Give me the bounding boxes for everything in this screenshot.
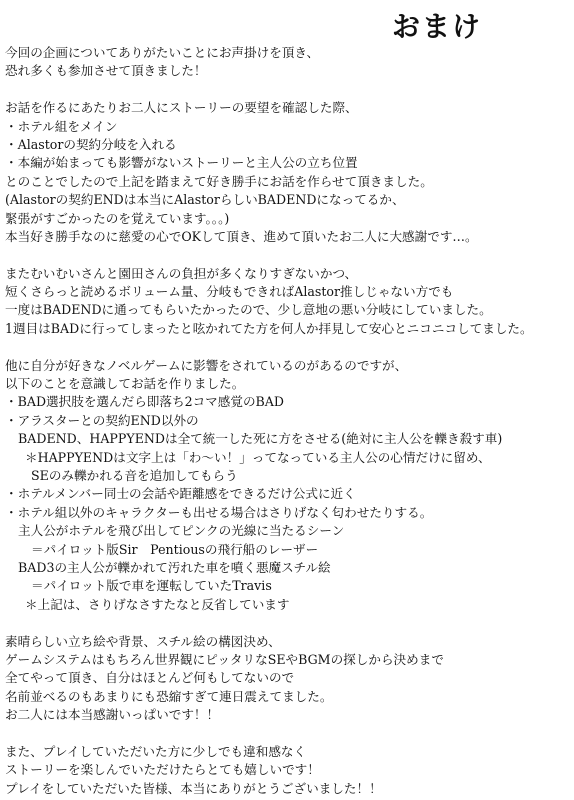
text-line: BADEND、HAPPYENDは全て統一した死に方をさせる(絶対に主人公を轢き殺す車) [18, 431, 503, 447]
text-line: 一度はBADENDに通ってもらいたかったので、少し意地の悪い分岐にしていました。 [5, 302, 492, 318]
paragraph [5, 99, 571, 246]
text-line: お話を作るにあたりお二人にストーリーの要望を確認した際、 [5, 100, 358, 116]
text-line: (Alastorの契約ENDは本当にAlastorらしいBADENDになってるか、 [5, 192, 405, 208]
text-line: ・アラスターとの契約END以外の [5, 412, 199, 428]
afterword-body [5, 44, 571, 798]
text-line: 他に自分が好きなノベルゲームに影響をされているのがあるのですが、 [5, 357, 408, 373]
paragraph-gap [5, 724, 571, 742]
text-line: ＊HAPPYENDは文字上は「わ～い！」ってなっている主人公の心情だけに留め、 [25, 449, 491, 465]
text-line: 名前並べるのもあまりにも恐縮すぎて連日震えてました。 [5, 688, 333, 704]
text-line: 1週目はBADに行ってしまったと呟かれてた方を何人か拝見して安心とニコニコしてました。 [5, 320, 533, 336]
text-line: ・BAD選択肢を選んだら即落ち2コマ感覚のBAD [5, 394, 284, 410]
paragraph [5, 743, 571, 798]
paragraph [5, 633, 571, 725]
text-line: 今回の企画についてありがたいことにお声掛けを頂き、 [5, 45, 320, 60]
text-line: またむいむいさんと園田さんの負担が多くなりすぎないかつ、 [5, 265, 358, 281]
text-line: 緊張がすごかったのを覚えています。。。) [5, 210, 230, 226]
text-line: ＝パイロット版で車を運転していたTravis [31, 578, 272, 594]
paragraph-gap [5, 246, 571, 264]
text-line: ＝パイロット版Sir Pentiousの飛行船のレーザー [31, 541, 319, 557]
text-line: SEのみ轢かれる音を追加してもらう [31, 467, 238, 483]
text-line: 主人公がホテルを飛び出してピンクの光線に当たるシーン [18, 523, 345, 539]
text-line: ・Alastorの契約分岐を入れる [5, 136, 177, 152]
text-line: ＊上記は、さりげなさすたなと反省しています [25, 596, 290, 612]
text-line: 素晴らしい立ち絵や背景、スチル絵の構図決め、 [5, 633, 281, 649]
text-line: 全てやって頂き、自分はほとんど何もしてないので [5, 670, 295, 686]
text-line: お二人には本当感謝いっぱいです！！ [5, 707, 220, 723]
text-line: ストーリーを楽しんでいただけたらとても嬉しいです！ [5, 762, 320, 778]
text-line: 本当好き勝手なのに慈愛の心でOKして頂き、進めて頂いたお二人に大感謝です…。 [5, 228, 478, 244]
text-line: ・本編が始まっても影響がないストーリーと主人公の立ち位置 [5, 155, 358, 171]
text-line: ゲームシステムはもちろん世界観にピッタリなSEやBGMの探しから決めまで [5, 651, 444, 667]
paragraph-gap [5, 81, 571, 99]
paragraph [5, 44, 571, 81]
text-line: ・ホテルメンバー同士の会話や距離感をできるだけ公式に近く [5, 486, 356, 502]
paragraph [5, 265, 571, 339]
text-line: プレイをしていただいた皆様、本当にありがとうございました！！ [5, 780, 382, 796]
paragraph-gap [5, 338, 571, 356]
paragraph-gap [5, 614, 571, 632]
text-line: 短くさらっと読めるボリューム量、分岐もできればAlastor推しじゃない方でも [5, 284, 454, 300]
text-line: ・ホテル組以外のキャラクターも出せる場合はさりげなく匂わせたりする。 [5, 504, 433, 520]
text-line: とのことでしたので上記を踏まえて好き勝手にお話を作らせて頂きました。 [5, 173, 433, 189]
text-line: 以下のことを意識してお話を作りました。 [5, 376, 245, 392]
page-title: おまけ [392, 10, 483, 43]
text-line: 恐れ多くも参加させて頂きました！ [5, 63, 207, 79]
text-line: また、プレイしていただいた方に少しでも違和感なく [5, 743, 307, 759]
paragraph [5, 357, 571, 614]
text-line: BAD3の主人公が轢かれて汚れた車を噴く悪魔スチル絵 [18, 559, 331, 575]
text-line: ・ホテル組をメイン [5, 118, 118, 134]
